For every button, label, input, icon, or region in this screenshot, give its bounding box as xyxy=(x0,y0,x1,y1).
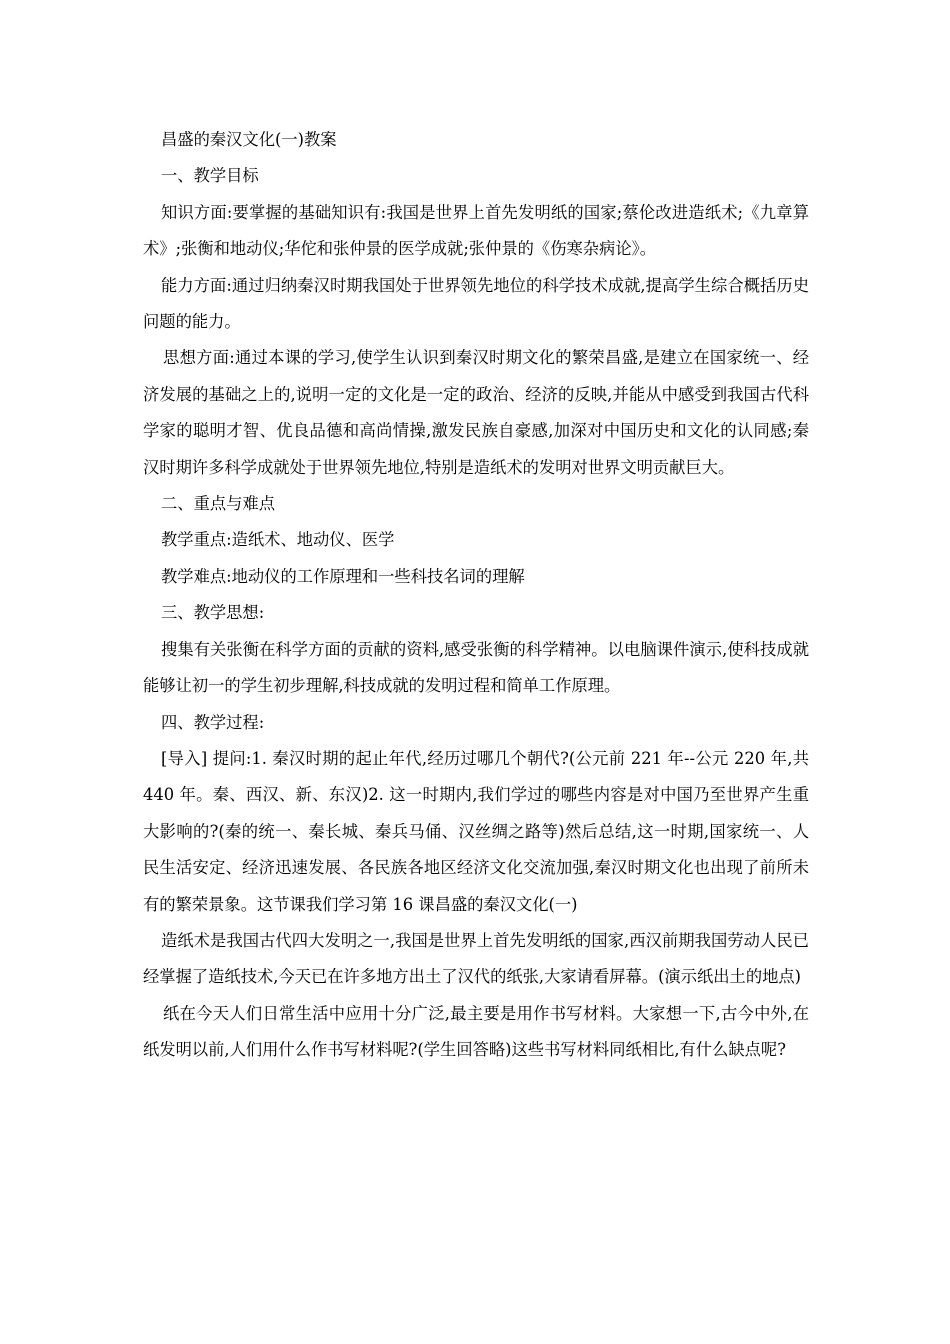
paragraph-ability: 能力方面:通过归纳秦汉时期我国处于世界领先地位的科学技术成就,提高学生综合概括历史问题的能力。 xyxy=(143,275,809,332)
document-page xyxy=(143,122,809,1069)
section-heading-process: 四、教学过程: xyxy=(161,712,265,732)
paragraph-teaching-idea: 搜集有关张衡在科学方面的贡献的资料,感受张衡的科学精神。以电脑课件演示,使科技成就能够让初一的学生初步理解,科技成就的发明过程和简单工作原理。 xyxy=(143,639,809,696)
paragraph-introduction: [导入] 提问:1. 秦汉时期的起止年代,经历过哪几个朝代?(公元前 221 年--公元 220 年,共 440 年。秦、西汉、新、东汉)2. 这一时期内,我们学过的哪些内容是对中国乃至世界产生重大影响的?(秦的统一、秦长城、秦兵马俑、汉丝绸之路等)然后总结,这一时期,国家统一、人民生活安定、经济迅速发展、各民族各地区经济文化交流加强,秦汉时期文化也出现了前所未有的繁荣景象。这节课我们学习第 16 课昌盛的秦汉文化(一) xyxy=(143,748,809,914)
section-heading-teaching-idea: 三、教学思想: xyxy=(161,603,265,623)
paragraph-knowledge: 知识方面:要掌握的基础知识有:我国是世界上首先发明纸的国家;蔡伦改进造纸术;《九章算术》;张衡和地动仪;华佗和张仲景的医学成就;张仲景的《伤寒杂病论》。 xyxy=(143,202,809,259)
paragraph-papermaking: 造纸术是我国古代四大发明之一,我国是世界上首先发明纸的国家,西汉前期我国劳动人民已经掌握了造纸技术,今天已在许多地方出土了汉代的纸张,大家请看屏幕。(演示纸出土的地点) xyxy=(143,930,809,987)
paragraph-writing-materials: 纸在今天人们日常生活中应用十分广泛,最主要是用作书写材料。大家想一下,古今中外,在纸发明以前,人们用什么作书写材料呢?(学生回答略)这些书写材料同纸相比,有什么缺点呢? xyxy=(143,1003,809,1060)
section-heading-key-points: 二、重点与难点 xyxy=(161,494,275,514)
document-title: 昌盛的秦汉文化(一)教案 xyxy=(161,130,337,149)
paragraph-thought: 思想方面:通过本课的学习,使学生认识到秦汉时期文化的繁荣昌盛,是建立在国家统一、经济发展的基础之上的,说明一定的文化是一定的政治、经济的反映,并能从中感受到我国古代科学家的聪明才智、优良品德和高尚情操,激发民族自豪感,加深对中国历史和文化的认同感;秦汉时期许多科学成就处于世界领先地位,特别是造纸术的发明对世界文明贡献巨大。 xyxy=(143,348,809,477)
paragraph-key-point: 教学重点:造纸术、地动仪、医学 xyxy=(161,530,395,550)
paragraph-difficulty: 教学难点:地动仪的工作原理和一些科技名词的理解 xyxy=(161,566,525,586)
section-heading-objectives: 一、教学目标 xyxy=(161,166,259,186)
